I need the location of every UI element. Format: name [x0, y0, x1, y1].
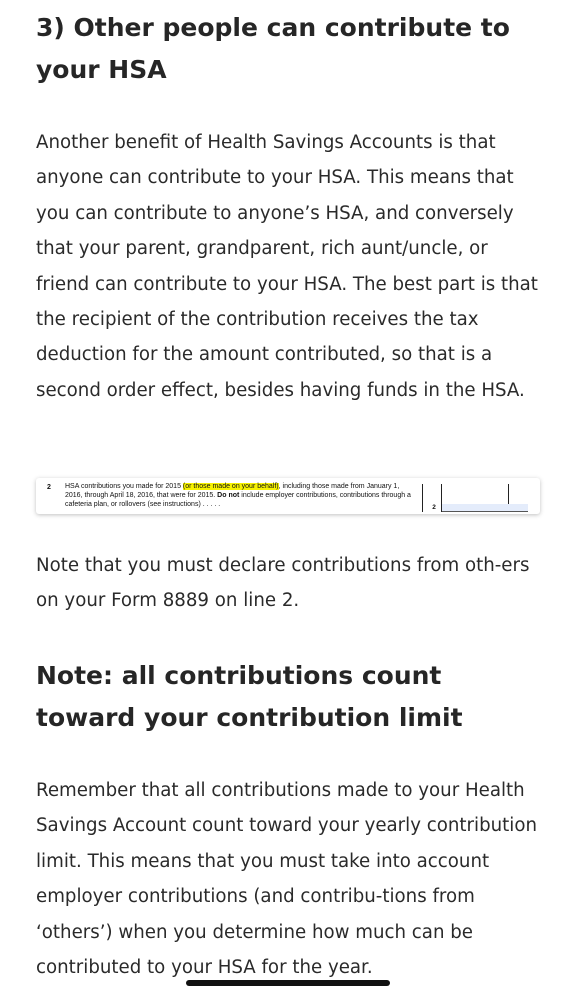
form-bold-text: Do not — [217, 492, 240, 499]
section-heading-contribution-limit: Note: all contributions count toward your contribution limit — [36, 661, 463, 732]
form-line-text — [65, 482, 417, 509]
paragraph-declare-form-8889: Note that you must declare contributions from oth-ers on your Form 8889 on line 2. — [36, 555, 530, 612]
section-heading-other-people-contribute: 3) Other people can contribute to your HSA — [36, 13, 510, 84]
form-box-label: 2 — [432, 504, 436, 511]
form-highlighted-text: (or those made on your behalf) — [182, 483, 279, 490]
form-entry-underline — [442, 511, 528, 512]
paragraph-benefit-anyone-contribute: Another benefit of Health Savings Accounts is that anyone can contribute to your HSA. This means that you can contribute to anyone’s HSA, and conversely that your parent, grandparent, rich aunt/uncle, or friend can contribute to your HSA. The best part is that the recipient of the contribution receives the tax deduction for the amount contributed, so that is a second order effect, besides having funds in the HSA. — [36, 132, 538, 401]
form-text-before: HSA contributions you made for 2015 — [65, 483, 183, 490]
form-line-number: 2 — [47, 484, 51, 491]
form-box-divider — [422, 484, 423, 512]
form-text-after: , including those made from January 1, 2016, through April 18, 2016, that were for 2015. — [65, 483, 400, 499]
form-text-end: include employer contributions, contributions through a cafeteria plan, or rollovers (see instructions) . . . . . — [65, 492, 411, 508]
form-8889-line-2-image — [36, 478, 540, 514]
home-indicator-bar[interactable] — [186, 980, 390, 986]
paragraph-contribution-limit: Remember that all contributions made to your Health Savings Account count toward your yearly contribution limit. This means that you must take into account employer contributions (and contribu-tions from ‘others’) when you determine how much can be contributed to your HSA for the year. — [36, 780, 537, 979]
form-entry-field — [442, 504, 528, 511]
